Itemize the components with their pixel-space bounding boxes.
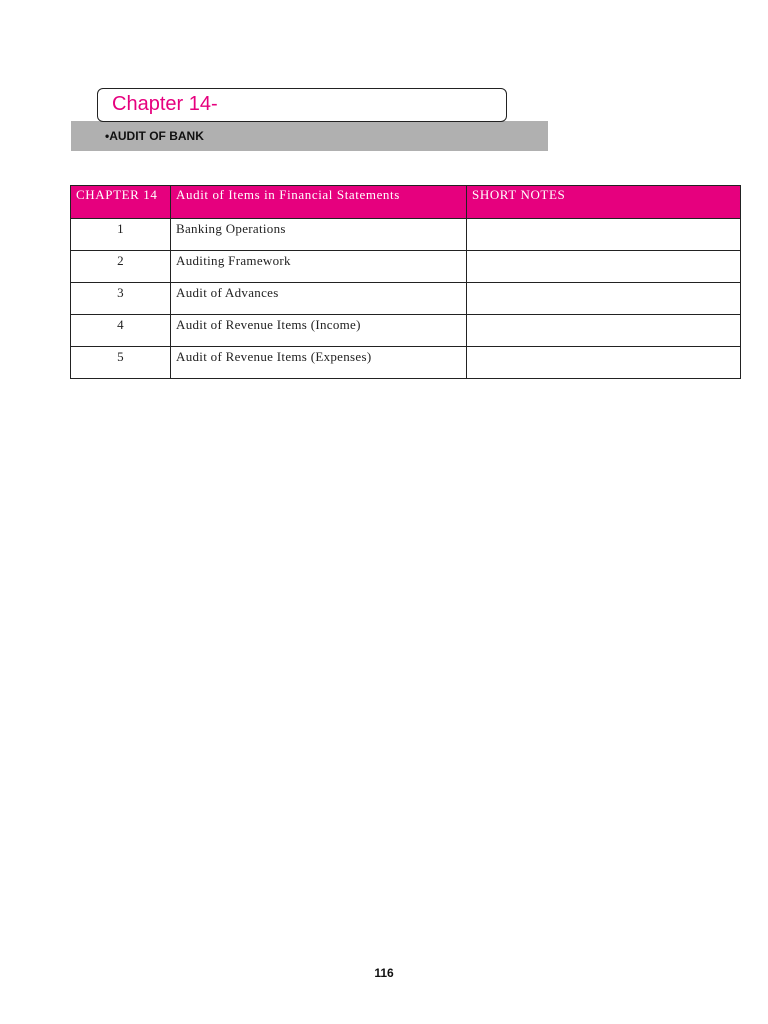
row-notes bbox=[467, 251, 741, 283]
row-notes bbox=[467, 347, 741, 379]
row-topic: Banking Operations bbox=[171, 219, 467, 251]
row-topic: Audit of Revenue Items (Income) bbox=[171, 315, 467, 347]
table-row bbox=[71, 251, 741, 283]
page-number: 116 bbox=[374, 966, 394, 980]
section-label: •AUDIT OF BANK bbox=[105, 129, 204, 143]
row-notes bbox=[467, 315, 741, 347]
row-number: 5 bbox=[71, 347, 171, 379]
row-number: 4 bbox=[71, 315, 171, 347]
table-row bbox=[71, 219, 741, 251]
row-topic: Audit of Advances bbox=[171, 283, 467, 315]
column-header-notes: SHORT NOTES bbox=[467, 186, 741, 219]
row-topic: Audit of Revenue Items (Expenses) bbox=[171, 347, 467, 379]
chapter-title: Chapter 14- bbox=[112, 93, 218, 115]
topics-table bbox=[70, 185, 741, 379]
row-number: 2 bbox=[71, 251, 171, 283]
table-row bbox=[71, 283, 741, 315]
row-topic: Auditing Framework bbox=[171, 251, 467, 283]
row-notes bbox=[467, 283, 741, 315]
column-header-topic: Audit of Items in Financial Statements bbox=[171, 186, 467, 219]
table-header-row bbox=[71, 186, 741, 219]
section-band bbox=[71, 121, 548, 151]
row-notes bbox=[467, 219, 741, 251]
column-header-chapter: CHAPTER 14 bbox=[71, 186, 171, 219]
row-number: 1 bbox=[71, 219, 171, 251]
table-row bbox=[71, 347, 741, 379]
chapter-title-box bbox=[97, 88, 507, 122]
row-number: 3 bbox=[71, 283, 171, 315]
table-row bbox=[71, 315, 741, 347]
